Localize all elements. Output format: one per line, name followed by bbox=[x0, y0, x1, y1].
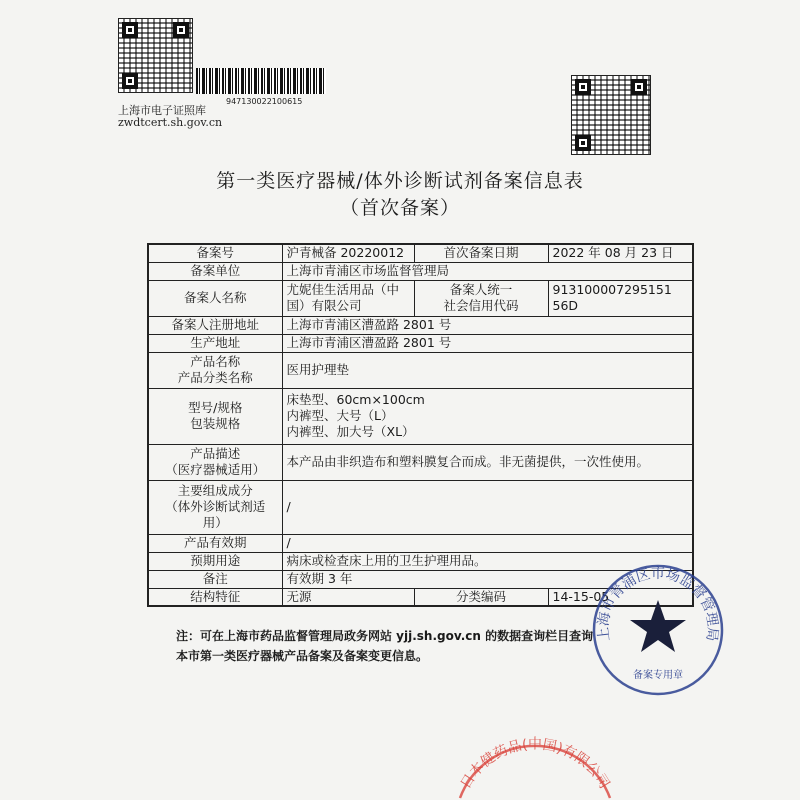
blue-seal-text: 上海市青浦区市场监督管理局 bbox=[595, 566, 721, 643]
table-row bbox=[148, 480, 693, 534]
credit-label-line-1: 备案人统一 bbox=[449, 282, 513, 297]
qr-code-top-right bbox=[571, 75, 651, 155]
qr-code-top-left bbox=[118, 18, 193, 93]
reg-addr-label: 备案人注册地址 bbox=[148, 316, 282, 334]
footnote bbox=[176, 626, 656, 666]
barcode bbox=[196, 68, 326, 94]
product-value: 医用护理垫 bbox=[282, 352, 693, 388]
model-line-1: 床垫型、60cm×100cm bbox=[286, 392, 425, 407]
class-code-label: 分类编码 bbox=[414, 588, 548, 606]
record-table bbox=[147, 243, 694, 607]
desc-label-line-2: （医疗器械适用） bbox=[165, 462, 266, 477]
product-label bbox=[148, 352, 282, 388]
model-label-line-2: 包装规格 bbox=[190, 416, 241, 431]
footnote-line-2: 本市第一类医疗器械产品备案及备案变更信息。 bbox=[176, 649, 429, 663]
site-name: 上海市电子证照库 bbox=[118, 104, 206, 117]
credit-line-1: 913100007295151 bbox=[552, 282, 672, 297]
filer-line-2: 国）有限公司 bbox=[286, 298, 362, 313]
credit-label-line-2: 社会信用代码 bbox=[443, 298, 519, 313]
star-icon bbox=[630, 600, 686, 652]
svg-text:日本健药品(中国)有限公司 bbox=[458, 736, 613, 792]
document-title: 第一类医疗器械/体外诊断试剂备案信息表 bbox=[216, 170, 584, 192]
main-comp-label-line-2: （体外诊断试剂适 bbox=[165, 499, 266, 514]
desc-label bbox=[148, 444, 282, 480]
credit-line-2: 56D bbox=[552, 298, 579, 313]
model-line-2: 内裤型、大号（L） bbox=[286, 408, 394, 423]
table-row bbox=[148, 388, 693, 444]
table-row bbox=[148, 280, 693, 316]
reg-addr-value: 上海市青浦区漕盈路 2801 号 bbox=[282, 316, 693, 334]
filer-value bbox=[282, 280, 414, 316]
model-line-3: 内裤型、加大号（XL） bbox=[286, 424, 415, 439]
use-value: 病床或检查床上用的卫生护理用品。 bbox=[282, 552, 693, 570]
barcode-number: 947130022100615 bbox=[226, 97, 303, 106]
validity-value: / bbox=[282, 534, 693, 552]
filer-label: 备案人名称 bbox=[148, 280, 282, 316]
struct-label: 结构特征 bbox=[148, 588, 282, 606]
footnote-line-1: 注：可在上海市药品监督管理局政务网站 yjj.sh.gov.cn 的数据查询栏目查询 bbox=[176, 629, 594, 643]
main-comp-label bbox=[148, 480, 282, 534]
main-comp-label-line-1: 主要组成成分 bbox=[177, 483, 253, 498]
filer-line-1: 尤妮佳生活用品（中 bbox=[286, 282, 400, 297]
table-row bbox=[148, 262, 693, 280]
product-label-line-1: 产品名称 bbox=[190, 354, 241, 369]
first-date-label: 首次备案日期 bbox=[414, 244, 548, 262]
table-row bbox=[148, 244, 693, 262]
table-row bbox=[148, 534, 693, 552]
credit-code-label bbox=[414, 280, 548, 316]
table-row bbox=[148, 444, 693, 480]
table-row bbox=[148, 334, 693, 352]
desc-value: 本产品由非织造布和塑料膜复合而成。非无菌提供，一次性使用。 bbox=[282, 444, 693, 480]
main-comp-value: / bbox=[282, 480, 693, 534]
remark-value: 有效期 3 年 bbox=[282, 570, 693, 588]
product-label-line-2: 产品分类名称 bbox=[177, 370, 253, 385]
blue-official-seal bbox=[588, 560, 728, 700]
red-company-seal bbox=[450, 690, 620, 800]
model-value bbox=[282, 388, 693, 444]
class-code-value: 14-15-05 bbox=[548, 588, 693, 606]
site-url[interactable]: zwdtcert.sh.gov.cn bbox=[118, 116, 223, 129]
remark-label: 备注 bbox=[148, 570, 282, 588]
credit-code-value bbox=[548, 280, 693, 316]
model-label-line-1: 型号/规格 bbox=[188, 400, 243, 415]
struct-value: 无源 bbox=[282, 588, 414, 606]
document-subtitle: （首次备案） bbox=[339, 197, 460, 219]
table-row bbox=[148, 316, 693, 334]
unit-label: 备案单位 bbox=[148, 262, 282, 280]
use-label: 预期用途 bbox=[148, 552, 282, 570]
main-comp-label-line-3: 用） bbox=[202, 515, 228, 530]
desc-label-line-1: 产品描述 bbox=[190, 446, 241, 461]
first-date-value: 2022 年 08 月 23 日 bbox=[548, 244, 693, 262]
blue-seal-subtext: 备案专用章 bbox=[633, 670, 683, 681]
prod-addr-value: 上海市青浦区漕盈路 2801 号 bbox=[282, 334, 693, 352]
table-row bbox=[148, 352, 693, 388]
model-label bbox=[148, 388, 282, 444]
validity-label: 产品有效期 bbox=[148, 534, 282, 552]
red-seal-text: 日本健药品(中国)有限公司 bbox=[457, 736, 613, 792]
filing-no-label: 备案号 bbox=[148, 244, 282, 262]
unit-value: 上海市青浦区市场监督管理局 bbox=[282, 262, 693, 280]
filing-no-value: 沪青械备 20220012 bbox=[282, 244, 414, 262]
prod-addr-label: 生产地址 bbox=[148, 334, 282, 352]
